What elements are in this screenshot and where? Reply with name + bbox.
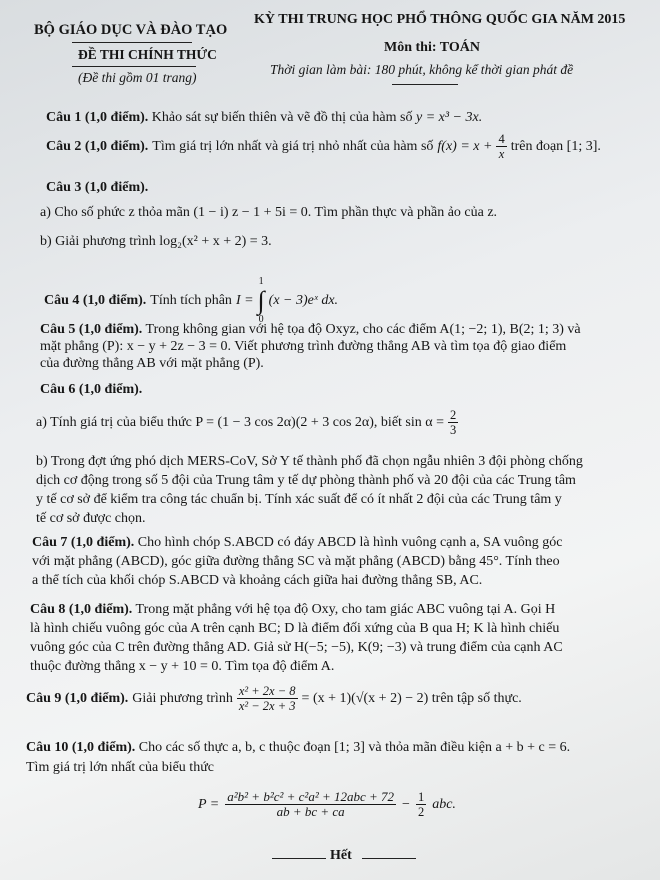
- question-9-fraction: [237, 684, 298, 713]
- question-8-line-2: là hình chiếu vuông góc của A trên cạnh BC; D là điểm đối xứng của B qua H; K là hình chiếu: [30, 621, 560, 636]
- question-5-line-2: mặt phẳng (P): x − y + 2z − 3 = 0. Viết phương trình đường thẳng AB và tìm tọa độ giao điểm: [40, 339, 567, 354]
- formula-main-fraction: [225, 790, 396, 819]
- question-7-label: Câu 7 (1,0 điểm).: [32, 535, 135, 550]
- fraction-numerator: x² + 2x − 8: [238, 684, 296, 698]
- fraction-denominator: ab + bc + ca: [276, 804, 345, 819]
- question-1-label: Câu 1 (1,0 điểm).: [46, 110, 149, 125]
- question-2-fraction: [496, 132, 506, 161]
- question-6b-line-4: tế cơ sở được chọn.: [36, 511, 146, 526]
- question-2-label: Câu 2 (1,0 điểm).: [46, 138, 149, 154]
- question-2-math: f(x) = x +: [437, 138, 493, 154]
- question-3-label: [46, 178, 148, 198]
- question-2-text: Tìm giá trị lớn nhất và giá trị nhỏ nhất của hàm số: [152, 138, 434, 154]
- fraction-denominator: x² − 2x + 3: [238, 699, 296, 713]
- fraction-numerator: 2: [450, 408, 457, 422]
- question-10-formula: [198, 790, 456, 819]
- integral-upper: 1: [258, 276, 264, 287]
- question-7-line-3: a thể tích của khối chóp S.ABCD và khoảng cách giữa hai đường thẳng SB, AC.: [32, 573, 483, 588]
- question-5-label: Câu 5 (1,0 điểm).: [40, 322, 143, 337]
- fraction-numerator: 1: [417, 790, 425, 804]
- official-label: ĐỀ THI CHÍNH THỨC: [78, 47, 217, 62]
- question-9: [26, 684, 522, 713]
- header-rule-right: [392, 84, 458, 85]
- question-4-integrand: (x − 3)eˣ dx.: [268, 293, 339, 308]
- question-4-label: Câu 4 (1,0 điểm).: [44, 293, 147, 308]
- formula-tail: abc.: [432, 796, 456, 812]
- question-4: [44, 276, 338, 326]
- question-9-label: Câu 9 (1,0 điểm).: [26, 690, 129, 706]
- question-10-label: Câu 10 (1,0 điểm).: [26, 740, 136, 755]
- integral-symbol-icon: ∫: [257, 286, 265, 315]
- question-2-tail: trên đoạn [1; 3].: [510, 138, 601, 154]
- question-8-label: Câu 8 (1,0 điểm).: [30, 602, 133, 617]
- question-8-line-1: [30, 600, 555, 620]
- question-3a: a) Cho số phức z thỏa mãn (1 − i) z − 1 + 5i = 0. Tìm phần thực và phần ảo của z.: [40, 205, 498, 220]
- question-7-line-1: [32, 533, 562, 553]
- header-rule-left-2: [72, 66, 196, 67]
- end-marker: Hết: [330, 848, 352, 863]
- question-6a-fraction: [448, 408, 458, 437]
- question-5-line-3: của đường thẳng AB với mặt phẳng (P).: [40, 356, 264, 371]
- fraction-denominator: 2: [417, 805, 425, 819]
- question-4-math: I =: [235, 293, 254, 308]
- question-10-text-1: Cho các số thực a, b, c thuộc đoạn [1; 3] và thỏa mãn điều kiện a + b + c = 6.: [138, 740, 571, 755]
- question-6-label-text: Câu 6 (1,0 điểm).: [40, 382, 143, 397]
- footer-rule-left: [272, 858, 326, 859]
- integral-lower: 0: [258, 314, 264, 325]
- header-rule-left: [72, 42, 192, 43]
- footer-rule-right: [362, 858, 416, 859]
- question-3-label-text: Câu 3 (1,0 điểm).: [46, 180, 149, 195]
- fraction-numerator: 4: [498, 132, 505, 146]
- question-8-line-3: vuông góc của C trên đường thẳng AD. Giả sử H(−5; −5), K(9; −3) và trung điểm của cạnh AC: [30, 640, 563, 655]
- question-2: [46, 132, 601, 161]
- exam-title: KỲ THI TRUNG HỌC PHỔ THÔNG QUỐC GIA NĂM 2015: [254, 12, 626, 27]
- question-7-text-1: Cho hình chóp S.ABCD có đáy ABCD là hình vuông cạnh a, SA vuông góc: [137, 535, 563, 550]
- page-count: (Đề thi gồm 01 trang): [78, 70, 197, 85]
- ministry-name: BỘ GIÁO DỤC VÀ ĐÀO TẠO: [34, 22, 228, 38]
- question-10-line-2: Tìm giá trị lớn nhất của biểu thức: [26, 760, 214, 775]
- question-6a: [36, 408, 458, 437]
- question-1-text: Khảo sát sự biến thiên và vẽ đồ thị của hàm số: [151, 110, 413, 125]
- question-10-line-1: [26, 738, 570, 758]
- fraction-numerator: a²b² + b²c² + c²a² + 12abc + 72: [227, 789, 395, 804]
- question-6b-line-2: dịch cơ động trong số 5 đội của Trung tâm y tế dự phòng thành phố và 20 đội của các Trung tâm: [36, 473, 576, 488]
- question-6b-line-3: y tế cơ sở để kiểm tra công tác chuẩn bị. Tính xác suất để có ít nhất 2 đội của các Trung tâm y: [36, 492, 562, 507]
- question-6a-text: a) Tính giá trị của biểu thức P = (1 − 3 cos 2α)(2 + 3 cos 2α), biết sin α =: [36, 414, 444, 430]
- question-1-math: y = x³ − 3x.: [415, 110, 483, 125]
- question-6b-line-1: b) Trong đợt ứng phó dịch MERS-CoV, Sở Y tế thành phố đã chọn ngẫu nhiên 3 đội phòng chống: [36, 454, 583, 469]
- formula-half-fraction: [416, 790, 426, 819]
- question-9-text: Giải phương trình: [132, 690, 233, 706]
- question-7-line-2: với mặt phẳng (ABCD), góc giữa đường thẳng SC và mặt phẳng (ABCD) bằng 45°. Tính theo: [32, 554, 560, 569]
- formula-lhs: P =: [198, 796, 220, 812]
- fraction-denominator: x: [498, 147, 505, 161]
- question-1: [46, 108, 482, 128]
- fraction-denominator: 3: [450, 423, 457, 437]
- question-4-text: Tính tích phân: [150, 293, 232, 308]
- subject-label: Môn thi: TOÁN: [384, 40, 480, 55]
- question-9-rhs: = (x + 1)(√(x + 2) − 2) trên tập số thực.: [301, 690, 522, 706]
- question-5-text-1: Trong không gian với hệ tọa độ Oxyz, cho các điểm A(1; −2; 1), B(2; 1; 3) và: [145, 322, 581, 337]
- time-limit: Thời gian làm bài: 180 phút, không kể thời gian phát đề: [270, 62, 574, 77]
- question-8-text-1: Trong mặt phẳng với hệ tọa độ Oxy, cho tam giác ABC vuông tại A. Gọi H: [135, 602, 556, 617]
- integral-sign: [258, 276, 265, 326]
- question-8-line-4: thuộc đường thẳng x − y + 10 = 0. Tìm tọa độ điểm A.: [30, 659, 335, 674]
- question-3b: b) Giải phương trình log₂(x² + x + 2) = 3.: [40, 234, 272, 249]
- formula-minus: −: [402, 796, 410, 812]
- question-6-label: [40, 380, 142, 400]
